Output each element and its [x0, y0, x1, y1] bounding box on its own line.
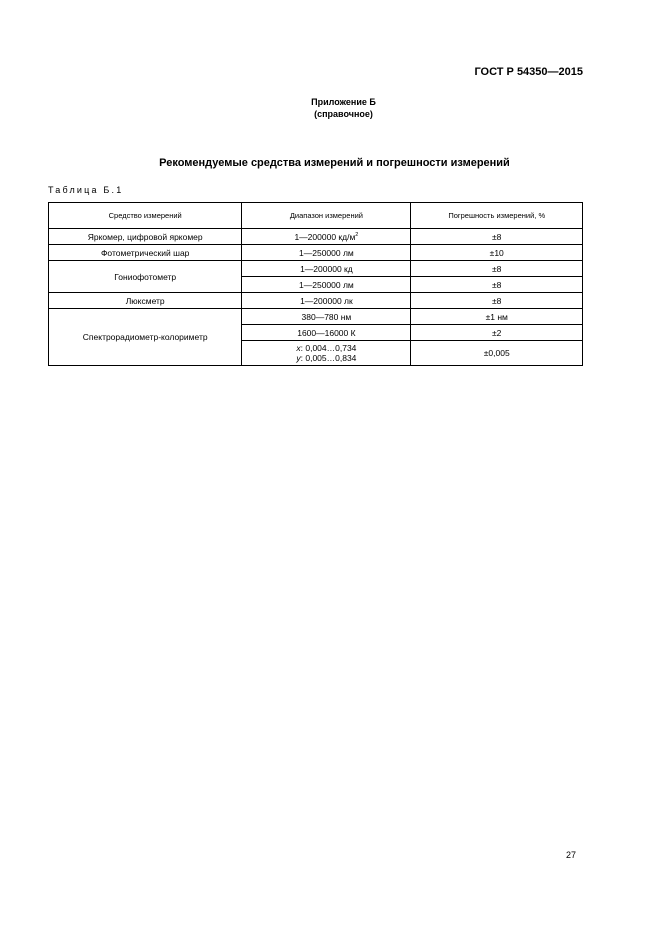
column-header-error: Погрешность измерений, %	[411, 203, 583, 229]
error-cell: ±2	[411, 325, 583, 341]
x-range-value: : 0,004…0,734	[300, 343, 357, 353]
x-variable: x	[296, 343, 301, 353]
range-cell	[242, 341, 411, 366]
range-cell: 1—250000 лм	[242, 277, 411, 293]
error-cell: ±1 нм	[411, 309, 583, 325]
range-superscript: 2	[355, 231, 359, 238]
instrument-cell: Яркомер, цифровой яркомер	[49, 229, 242, 245]
error-cell: ±8	[411, 293, 583, 309]
table-header-row	[49, 203, 583, 229]
table-row	[49, 309, 583, 325]
range-value: 1—200000 кд/м	[294, 231, 356, 242]
chromaticity-y-range	[246, 353, 406, 363]
measurement-table	[48, 202, 583, 366]
table-label: Таблица Б.1	[48, 185, 124, 195]
standard-code: ГОСТ Р 54350—2015	[474, 66, 583, 78]
appendix-title: Приложение Б	[311, 97, 376, 107]
range-cell	[242, 229, 411, 245]
instrument-cell: Спектрорадиометр-колориметр	[49, 309, 242, 366]
table-row	[49, 229, 583, 245]
range-cell: 1600—16000 К	[242, 325, 411, 341]
range-cell: 1—250000 лм	[242, 245, 411, 261]
error-cell: ±0,005	[411, 341, 583, 366]
error-cell: ±10	[411, 245, 583, 261]
range-cell: 1—200000 кд	[242, 261, 411, 277]
appendix-heading	[0, 96, 661, 120]
instrument-cell: Гониофотометр	[49, 261, 242, 293]
table-row	[49, 261, 583, 277]
instrument-cell: Фотометрический шар	[49, 245, 242, 261]
error-cell: ±8	[411, 229, 583, 245]
error-cell: ±8	[411, 261, 583, 277]
column-header-range: Диапазон измерений	[242, 203, 411, 229]
range-cell: 1—200000 лк	[242, 293, 411, 309]
range-cell: 380—780 нм	[242, 309, 411, 325]
chromaticity-x-range	[246, 343, 406, 353]
y-range-value: : 0,005…0,834	[300, 353, 357, 363]
table-row	[49, 245, 583, 261]
page-title: Рекомендуемые средства измерений и погрешности измерений	[159, 157, 510, 169]
table-row	[49, 293, 583, 309]
y-variable: y	[296, 353, 301, 363]
error-cell: ±8	[411, 277, 583, 293]
instrument-cell: Люксметр	[49, 293, 242, 309]
appendix-subtitle: (справочное)	[314, 109, 373, 119]
page-number: 27	[565, 850, 576, 860]
column-header-instrument: Средство измерений	[49, 203, 242, 229]
